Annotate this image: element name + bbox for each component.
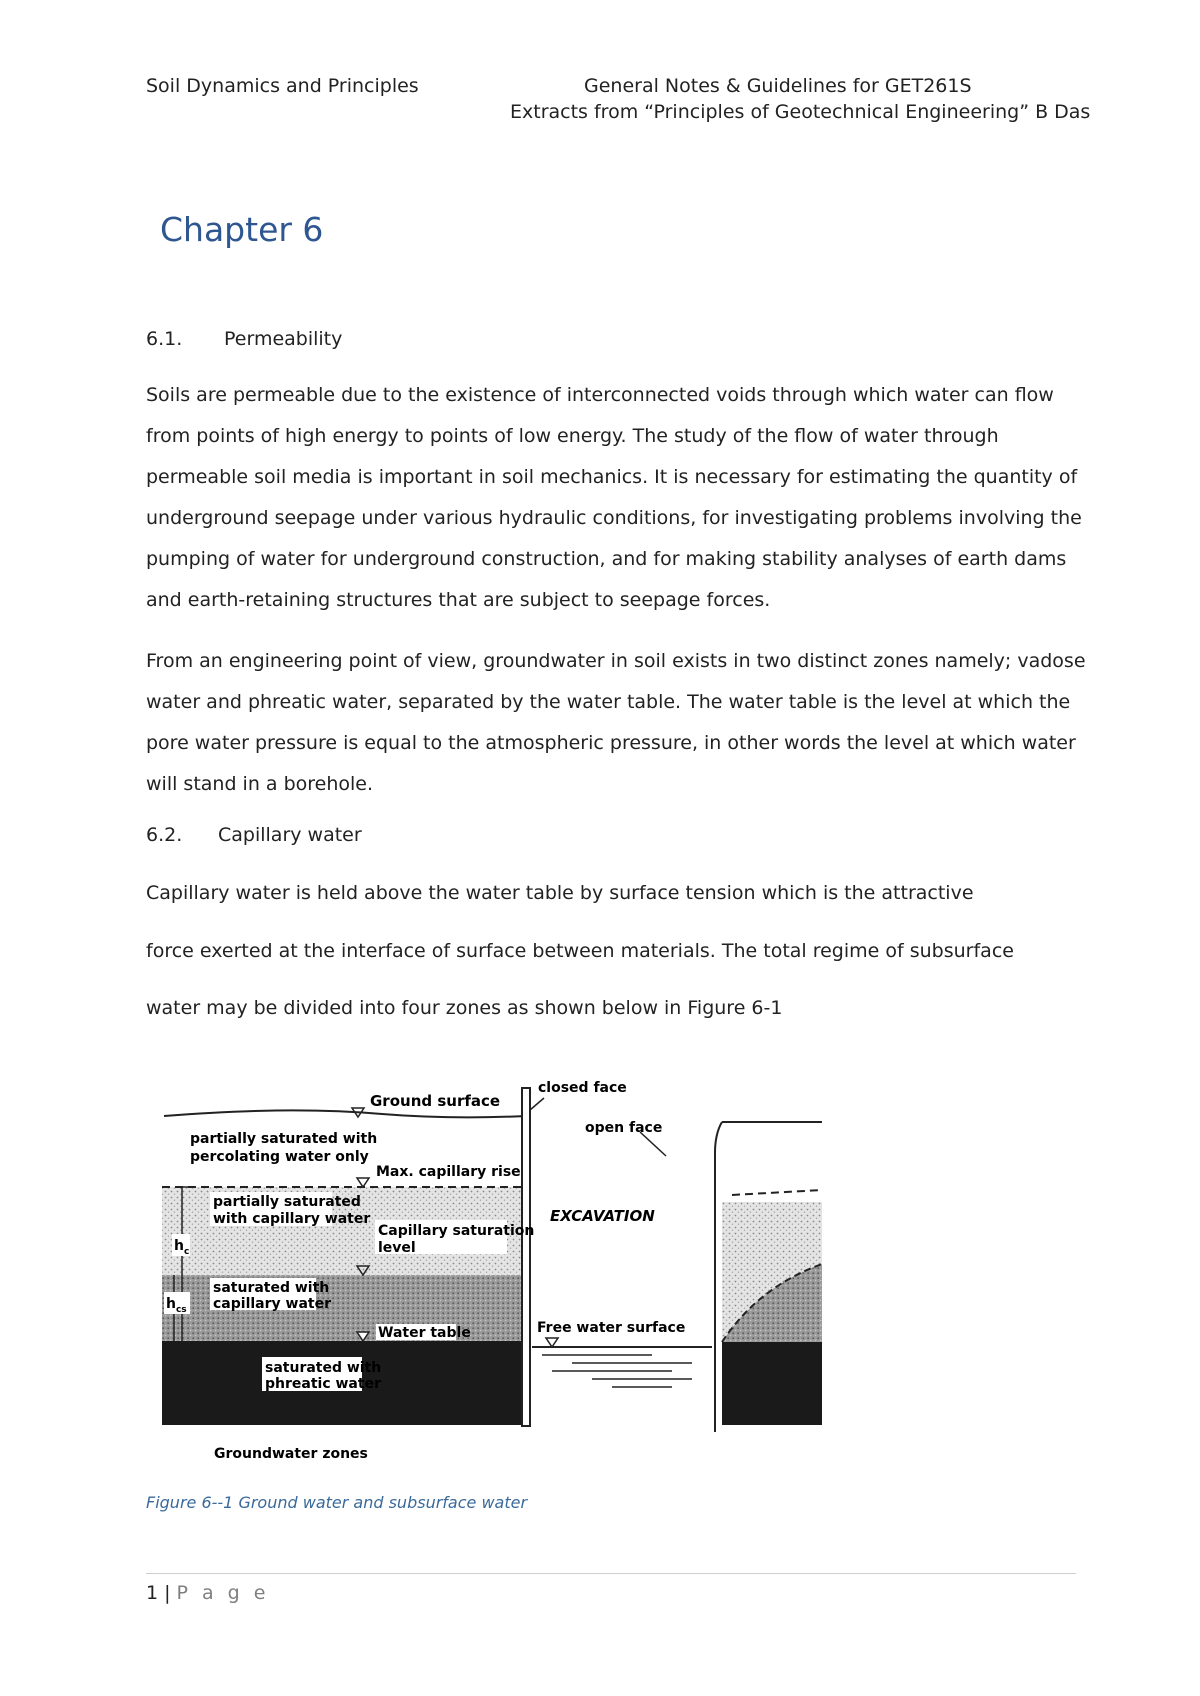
open-face-slope bbox=[715, 1122, 722, 1432]
paragraph-groundwater-zones: From an engineering point of view, groundwater in soil exists in two distinct zones namely; vadose water and phreatic water, separated by the water table. The water table is the level at which the pore water pressure is equal to the atmospheric pressure, in other words the level at which water will stand in a borehole. bbox=[146, 650, 1086, 795]
free-water-surface-label: Free water surface bbox=[537, 1320, 686, 1336]
ground-surface-label: Ground surface bbox=[370, 1092, 501, 1110]
running-header-right-line1: General Notes & Guidelines for GET261S bbox=[584, 75, 972, 97]
hcs-label: $h_{cs}$ bbox=[166, 1296, 187, 1315]
hc-label: $h_c$ bbox=[174, 1238, 190, 1257]
section-title: Capillary water bbox=[218, 824, 362, 846]
chapter-title: Chapter 6 bbox=[160, 210, 324, 249]
excavation-label: EXCAVATION bbox=[550, 1207, 655, 1225]
max-capillary-rise-line-right bbox=[732, 1190, 822, 1195]
section-heading-permeability bbox=[146, 327, 342, 351]
page-number: 1 bbox=[146, 1582, 159, 1604]
groundwater-zones-title: Groundwater zones bbox=[214, 1446, 368, 1462]
paragraph-line: force exerted at the interface of surface between materials. The total regime of subsurface bbox=[146, 940, 1014, 962]
closed-face-label: closed face bbox=[538, 1080, 627, 1096]
saturated-capillary-label-line2: capillary water bbox=[213, 1296, 331, 1312]
paragraph-line: water may be divided into four zones as shown below in Figure 6-1 bbox=[146, 997, 783, 1019]
paragraph-permeability: Soils are permeable due to the existence of interconnected voids through which water can flow from points of high energy to points of low energy. The study of the flow of water through permeable soil media is important in soil mechanics. It is necessary for estimating the quantity of underground seepage under various hydraulic conditions, for investigating problems involving the pumping of water for underground construction, and for making stability analyses of earth dams and earth-retaining structures that are subject to seepage forces. bbox=[146, 384, 1082, 611]
water-table-label: Water table bbox=[378, 1325, 471, 1341]
max-capillary-rise-label: Max. capillary rise bbox=[376, 1164, 521, 1180]
phreatic-zone-right bbox=[722, 1342, 822, 1425]
page-footer bbox=[146, 1582, 269, 1604]
page-word: P a g e bbox=[176, 1582, 270, 1604]
footer-separator: | bbox=[164, 1582, 171, 1604]
groundwater-zones-diagram bbox=[152, 1052, 852, 1472]
free-water-marker-icon bbox=[546, 1338, 558, 1347]
partial-capillary-label-line2: with capillary water bbox=[213, 1211, 371, 1227]
section-number: 6.2. bbox=[146, 824, 183, 846]
open-face-label: open face bbox=[585, 1120, 663, 1136]
running-header-right-line2: Extracts from “Principles of Geotechnical Engineering” B Das bbox=[510, 101, 1091, 123]
section-title: Permeability bbox=[224, 328, 343, 350]
groundwater-zones-figure bbox=[152, 1052, 852, 1472]
closed-face-leader bbox=[530, 1098, 544, 1110]
ground-surface-line bbox=[164, 1110, 527, 1117]
max-capillary-marker-icon bbox=[357, 1178, 369, 1187]
figure-caption: Figure 6--1 Ground water and subsurface water bbox=[146, 1493, 528, 1512]
percolating-label-line1: partially saturated with bbox=[190, 1131, 378, 1147]
saturated-phreatic-label-line2: phreatic water bbox=[265, 1376, 381, 1392]
percolating-label-line2: percolating water only bbox=[190, 1149, 369, 1165]
section-heading-capillary-water bbox=[146, 823, 362, 847]
saturated-capillary-label-line1: saturated with bbox=[213, 1280, 330, 1296]
partial-capillary-label-line1: partially saturated bbox=[213, 1194, 361, 1210]
paragraph-line: Capillary water is held above the water table by surface tension which is the attractive bbox=[146, 882, 974, 904]
capillary-saturation-label-line1: Capillary saturation bbox=[378, 1223, 535, 1239]
saturated-phreatic-label-line1: saturated with bbox=[265, 1360, 382, 1376]
capillary-saturation-label-line2: level bbox=[378, 1240, 416, 1256]
section-number: 6.1. bbox=[146, 328, 183, 350]
running-header-left: Soil Dynamics and Principles bbox=[146, 75, 419, 97]
sheet-pile bbox=[522, 1088, 530, 1426]
footer-divider bbox=[146, 1573, 1076, 1574]
